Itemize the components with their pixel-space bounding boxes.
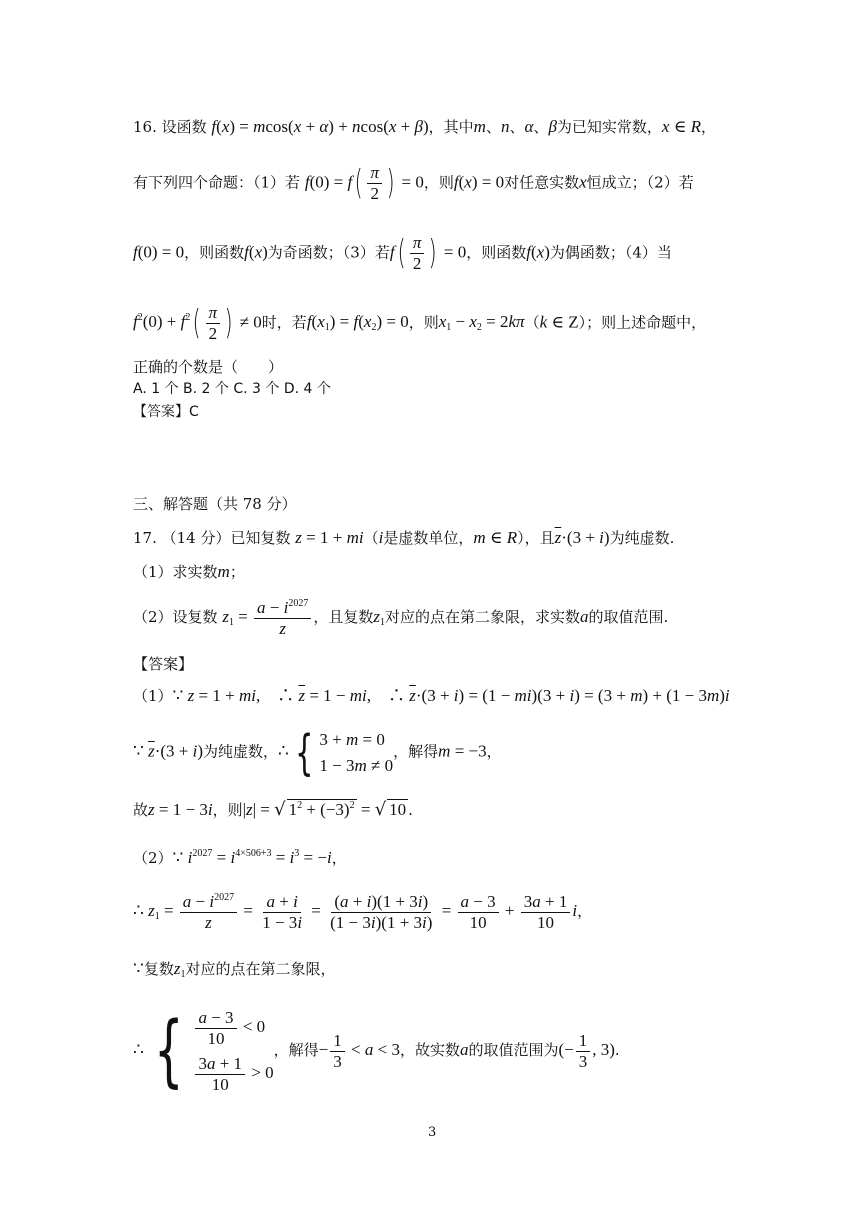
q17-line-1: 17. （14 分）已知复数 z = 1 + mi（i是虚数单位，m ∈ R），且$\overline{z}\cdot(3 + i)$为纯虚数.	[133, 528, 675, 547]
q16-line-3: f(0) = 0，则函数f(x)为奇函数；（3）若f( $\frac{\pi}{2}$ ) = 0，则函数f(x)为偶函数；（4）当	[133, 233, 672, 273]
solution-step-4: （2）∵ $i^{2027} = i^{4\times 506+3} = i^3 = -i$，	[133, 848, 347, 867]
solution-step-6: ∵复数$z_1$对应的点在第二象限，	[133, 959, 336, 980]
page-number: 3	[428, 1125, 437, 1140]
solution-step-5: ∴ $z_1$ = $\frac{a - i^{2027}}{z}$ = $\frac{a + i}{1 - 3i}$ = $\frac{(a + i)(1 + 3i)}{(1 - 3i)(1 + 3i)}$ = $\frac{a - 3}{10}$ + $\frac{3a + 1}{10}$ i，	[133, 892, 593, 932]
q17-part-2: （2）设复数 $z_1$ = $\frac{a - i^{2027}}{z}$ ，且复数$z_1$对应的点在第二象限，求实数a的取值范围.	[133, 598, 669, 638]
solution-step-7: ∴ { $\frac{a - 3}{10}$ < 0 $\frac{3a + 1}{10}$ > 0 ，解得− $\frac{1}{3}$ < a < 3，故实数a的取值范围为(− $\frac{1}{3}$ , 3).	[133, 1006, 620, 1097]
solution-step-2: ∵ $\overline{z}\cdot(3 + i)$为纯虚数，∴ { 3 + m = 0 1 − 3m ≠ 0 ，解得m = −3，	[133, 724, 502, 781]
q16-line-1: 16. 设函数 f(x) = mcos(x + α) + ncos(x + β)，其中m、n、α、β为已知实常数，x ∈ R，	[133, 117, 716, 136]
q16-answer: 【答案】C	[133, 404, 199, 420]
q17-answer-label: 【答案】	[133, 655, 194, 673]
q16-line-2: 有下列四个命题：（1）若 f(0) = f( $\frac{\pi}{2}$ ) = 0，则f(x) = 0对任意实数x恒成立；（2）若	[133, 163, 694, 203]
q16-line-5: 正确的个数是（ ）	[133, 358, 284, 376]
section-heading: 三、解答题（共 78 分）	[133, 495, 297, 513]
q16-options: A. 1 个 B. 2 个 C. 3 个 D. 4 个	[133, 381, 331, 397]
solution-step-1: （1）∵ z = 1 + mi, ∴ $\overline{z} = 1$ − mi, ∴ $\overline{z}\cdot(3 + i) = (1 - mi)(3 + i) = (3 + m) + (1 - 3m)i$	[133, 686, 730, 705]
q17-part-1: （1）求实数m；	[133, 562, 245, 581]
solution-step-3: 故z = 1 − 3i，则|z| = √ $1^2 + (-3)^2$ = √ 10 .	[133, 799, 413, 820]
q16-line-4: $f^2(0) + f^2$( $\frac{\pi}{2}$ ) ≠ 0时，若$f(x_1) = f(x_2) = 0$，则$x_1 - x_2 = 2k\pi(k$ ∈ Z）；则上述命题中，	[133, 303, 707, 343]
